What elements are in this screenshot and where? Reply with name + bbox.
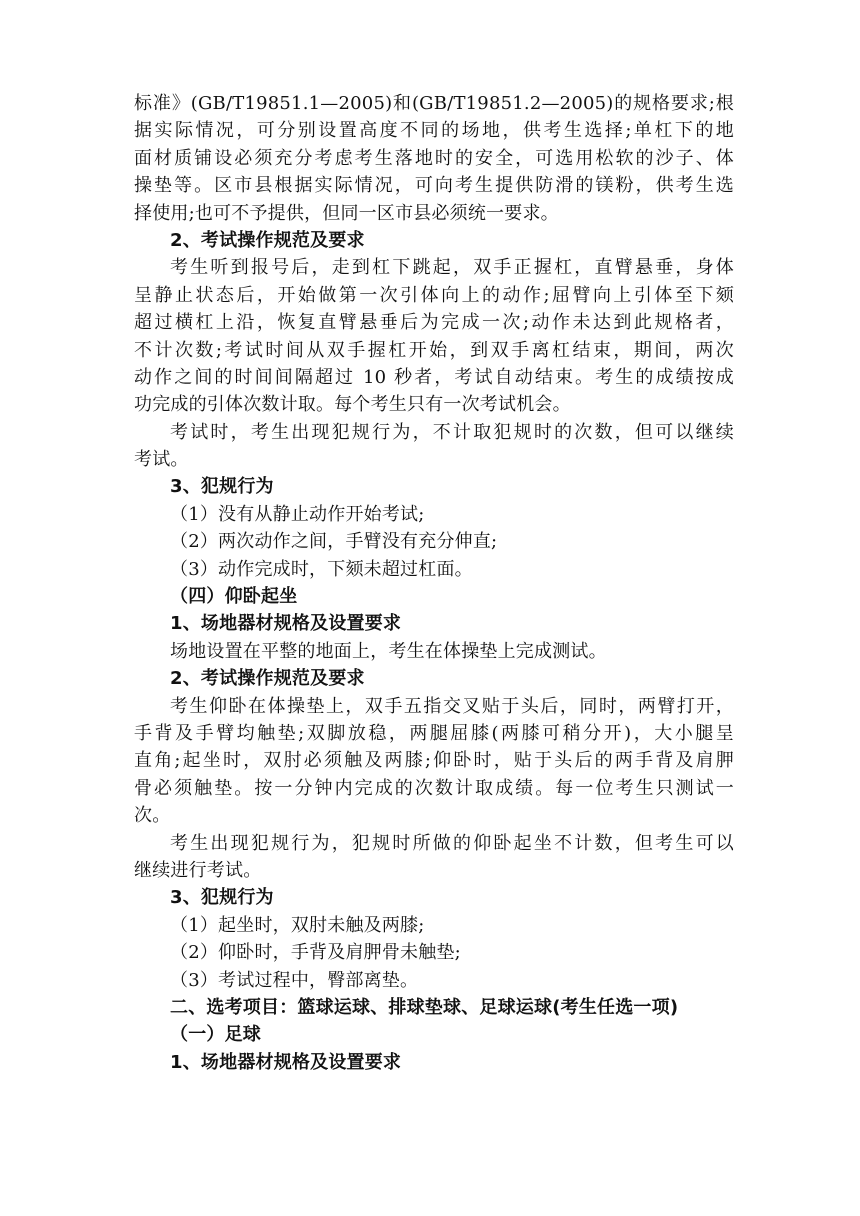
list-item: （3）动作完成时，下颏未超过杠面。: [170, 558, 473, 580]
heading-pullup-fouls: 3、犯规行为: [170, 476, 274, 498]
heading-situp-fouls: 3、犯规行为: [170, 887, 274, 909]
heading-situp-section: （四）仰卧起坐: [170, 586, 298, 608]
text-line: 骨必须触垫。按一分钟内完成的次数计取成绩。每一位考生只测试一: [134, 777, 734, 799]
situp-fouls-list: [134, 912, 734, 994]
heading-pullup-rules: 2、考试操作规范及要求: [170, 229, 365, 251]
document-page: [134, 90, 734, 1076]
paragraph-situp-procedure: [134, 693, 734, 830]
list-item: （1）起坐时，双肘未触及两膝;: [170, 914, 425, 936]
text-line: 面材质铺设必须充分考虑考生落地时的安全，可选用松软的沙子、体: [134, 147, 734, 169]
list-item: （2）两次动作之间，手臂没有充分伸直;: [170, 531, 498, 553]
text-line: 标准》(GB/T19851.1—2005)和(GB/T19851.2—2005)的规格要求;根: [134, 93, 734, 114]
list-item: （2）仰卧时，手背及肩胛骨未触垫;: [170, 942, 461, 964]
paragraph-situp-venue: 场地设置在平整的地面上，考生在体操垫上完成测试。: [170, 640, 607, 662]
paragraph-situp-foul-note: [134, 830, 734, 885]
paragraph-equipment-requirements: [134, 90, 734, 227]
heading-situp-rules: 2、考试操作规范及要求: [170, 668, 365, 690]
paragraph-pullup-procedure: [134, 254, 734, 418]
text-line: 择使用;也可不予提供，但同一区市县必须统一要求。: [134, 202, 559, 224]
text-line: 呈静止状态后，开始做第一次引体向上的动作;屈臂向上引体至下颏: [134, 284, 734, 306]
heading-football-section: （一）足球: [170, 1024, 261, 1046]
list-item: （3）考试过程中，臀部离垫。: [170, 969, 419, 991]
text-line: 考试。: [134, 449, 189, 471]
text-line: 不计次数;考试时间从双手握杠开始，到双手离杠结束，期间，两次: [134, 339, 734, 361]
heading-situp-venue: 1、场地器材规格及设置要求: [170, 613, 402, 635]
text-line: 超过横杠上沿，恢复直臂悬垂后为完成一次;动作未达到此规格者，: [134, 312, 734, 334]
text-line: 考试时，考生出现犯规行为，不计取犯规时的次数，但可以继续: [170, 421, 734, 443]
text-line: 功完成的引体次数计取。每个考生只有一次考试机会。: [134, 394, 571, 416]
text-line: 动作之间的时间间隔超过 10 秒者，考试自动结束。考生的成绩按成: [134, 366, 734, 388]
list-item: （1）没有从静止动作开始考试;: [170, 503, 425, 525]
text-line: 考生出现犯规行为，犯规时所做的仰卧起坐不计数，但考生可以: [170, 832, 734, 854]
text-line: 继续进行考试。: [134, 859, 262, 881]
text-line: 据实际情况，可分别设置高度不同的场地，供考生选择;单杠下的地: [134, 120, 734, 142]
text-line: 次。: [134, 805, 171, 827]
text-line: 直角;起坐时，双肘必须触及两膝;仰卧时，贴于头后的两手背及肩胛: [134, 750, 734, 772]
pullup-fouls-list: [134, 501, 734, 583]
text-line: 考生听到报号后，走到杠下跳起，双手正握杠，直臂悬垂，身体: [170, 257, 734, 279]
text-line: 手背及手臂均触垫;双脚放稳，两腿屈膝(两膝可稍分开)，大小腿呈: [134, 722, 734, 744]
text-line: 考生仰卧在体操垫上，双手五指交叉贴于头后，同时，两臂打开，: [170, 695, 734, 717]
text-line: 操垫等。区市县根据实际情况，可向考生提供防滑的镁粉，供考生选: [134, 175, 734, 197]
heading-football-venue: 1、场地器材规格及设置要求: [170, 1051, 402, 1073]
paragraph-pullup-foul-note: [134, 419, 734, 474]
heading-elective-items: 二、选考项目：篮球运球、排球垫球、足球运球(考生任选一项): [170, 996, 679, 1018]
